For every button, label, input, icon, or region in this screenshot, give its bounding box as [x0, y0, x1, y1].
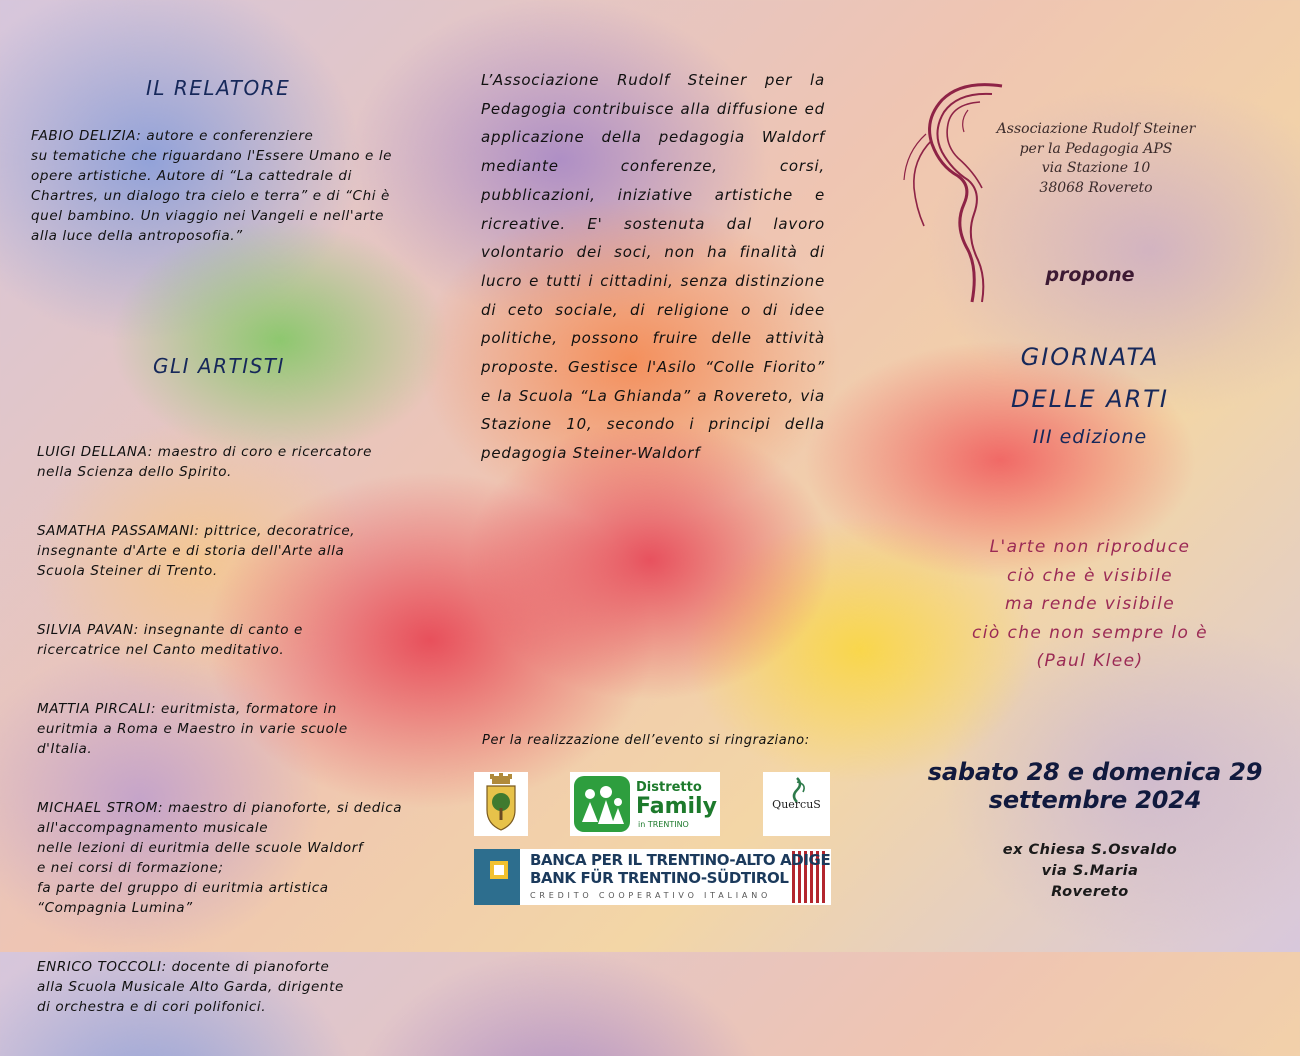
bank-label-2: BANK FÜR TRENTINO-SÜDTIROL — [530, 869, 789, 887]
bank-label-1: BANCA PER IL TRENTINO-ALTO ADIGE — [530, 851, 831, 869]
coat-of-arms-icon — [474, 772, 528, 836]
family-label-3: in TRENTINO — [638, 820, 689, 829]
family-label-2: Family — [636, 794, 717, 819]
relatore-text: FABIO DELIZIA: autore e conferenziere su tematiche che riguardano l'Essere Umano e le opere artistiche. Autore di “La cattedrale di Chartres, un dialogo tra cielo e terra” e di “Chi è quel bambino. Un viaggio nei Vangeli e nell'arte alla luce della antroposofia.” — [31, 128, 393, 244]
artist-item: MICHAEL STROM: maestro di pianoforte, si dedica all'accompagnamento musicale nelle lezioni di euritmia delle scuole Waldorf e nei corsi di formazione; fa parte del gruppo di euritmia artistica “Compagnia Lumina” — [37, 800, 403, 916]
artist-item: SILVIA PAVAN: insegnante di canto e ricercatrice nel Canto meditativo. — [37, 622, 303, 658]
artisti-list — [37, 422, 427, 1056]
municipality-coat-of-arms — [474, 772, 528, 836]
event-edition: III edizione — [1032, 426, 1148, 448]
artist-item: MATTIA PIRCALI: euritmista, formatore in euritmia a Roma e Maestro in varie scuole d'Italia. — [37, 701, 348, 757]
association-paragraph: L’Associazione Rudolf Steiner per la Pedagogia contribuisce alla diffusione ed applicazione della pedagogia Waldorf mediante conferenze, corsi, pubblicazioni, iniziative artistiche e ricreative. E' sostenuta dal lavoro volontario dei soci, non ha finalità di lucro e tutti i cittadini, senza distinzione di ceto sociale, di religione o di idee politiche, possono fruire delle attività proposte. Gestisce l'Asilo “Colle Fiorito” e la Scuola “La Ghianda” a Rovereto, via Stazione 10, secondo i principi della pedagogia Steiner-Waldorf — [481, 71, 825, 463]
thanks-text: Per la realizzazione dell’evento si ringraziano: — [482, 733, 810, 748]
bank-logo — [474, 849, 831, 905]
distretto-family-logo — [570, 772, 720, 836]
quote-text: L'arte non riproduce ciò che è visibile ma rende visibile ciò che non sempre lo è (Paul Klee) — [972, 537, 1208, 671]
bank-label-3: CREDITO COOPERATIVO ITALIANO — [530, 891, 772, 900]
artist-item: ENRICO TOCCOLI: docente di pianoforte alla Scuola Musicale Alto Garda, dirigente di orchestra e di cori polifonici. — [37, 959, 344, 1015]
family-label-1: Distretto — [636, 780, 702, 795]
artisti-heading: GLI ARTISTI — [153, 354, 285, 378]
event-title: GIORNATA DELLE ARTI — [1010, 343, 1169, 413]
artist-item: SAMATHA PASSAMANI: pittrice, decoratrice, insegnante d'Arte e di storia dell'Arte alla Scuola Steiner di Trento. — [37, 523, 356, 579]
quercus-logo — [763, 772, 830, 836]
propone-text: propone — [1045, 264, 1135, 286]
relatore-heading: IL RELATORE — [146, 76, 291, 100]
event-dates: sabato 28 e domenica 29 settembre 2024 — [927, 758, 1263, 814]
artist-item: LUIGI DELLANA: maestro di coro e ricercatore nella Scienza dello Spirito. — [37, 444, 372, 480]
event-venue: ex Chiesa S.Osvaldo via S.Maria Rovereto — [1002, 842, 1178, 900]
quercus-label: QuercuS — [772, 798, 821, 811]
association-address: Associazione Rudolf Steiner per la Pedagogia APS via Stazione 10 38068 Rovereto — [996, 121, 1196, 196]
